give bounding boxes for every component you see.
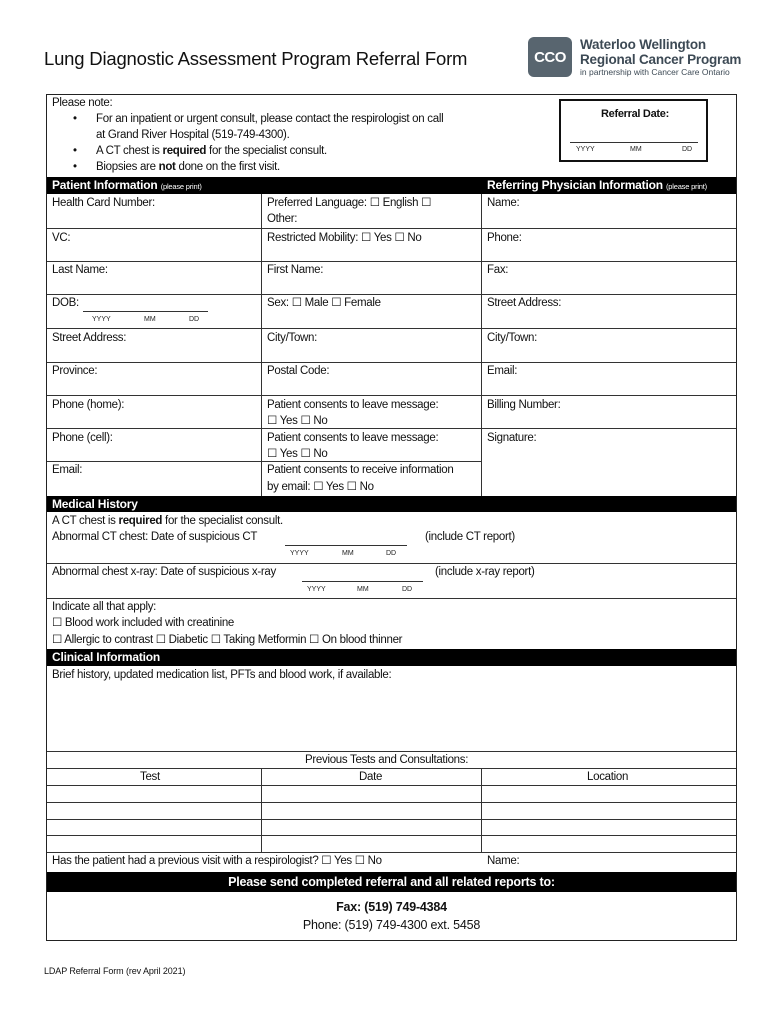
ct-required-note: A CT chest is required for the specialist consult. — [52, 515, 283, 527]
logo-text-line3: in partnership with Cancer Care Ontario — [580, 67, 730, 77]
xray-date-mm: MM — [357, 586, 369, 593]
referral-date-mm: MM — [630, 146, 642, 153]
ct-date-yyyy: YYYY — [290, 550, 309, 557]
consent-cell-checkbox[interactable]: ☐ Yes ☐ No — [267, 448, 328, 460]
send-phone: Phone: (519) 749-4300 ext. 5458 — [302, 918, 481, 932]
ct-date-mm: MM — [342, 550, 354, 557]
physician-name-field[interactable]: Name: — [487, 197, 520, 209]
health-card-field[interactable]: Health Card Number: — [52, 197, 155, 209]
dob-yyyy: YYYY — [92, 316, 111, 323]
table-row[interactable] — [47, 835, 736, 836]
brief-history-field[interactable]: Brief history, updated medication list, PFTs and blood work, if available: — [52, 669, 392, 681]
consent-email-checkbox[interactable]: by email: ☐ Yes ☐ No — [267, 481, 374, 493]
xray-date-dd: DD — [402, 586, 413, 593]
note-urgent-line2: at Grand River Hospital (519-749-4300). — [96, 129, 290, 141]
col-test-header: Test — [140, 771, 160, 783]
last-name-field[interactable]: Last Name: — [52, 264, 108, 276]
patient-info-note: (please print) — [160, 182, 202, 191]
province-field[interactable]: Province: — [52, 365, 98, 377]
note-ct-required: A CT chest is required for the specialist consult. — [96, 145, 327, 157]
referral-date-line — [570, 142, 698, 143]
phone-cell-field[interactable]: Phone (cell): — [52, 432, 113, 444]
patient-email-field[interactable]: Email: — [52, 464, 83, 476]
patient-street-field[interactable]: Street Address: — [52, 332, 127, 344]
physician-info-title: Referring Physician Information — [487, 178, 663, 192]
signature-field[interactable]: Signature: — [487, 432, 537, 444]
physician-fax-field[interactable]: Fax: — [487, 264, 509, 276]
abnormal-xray-label: Abnormal chest x-ray: Date of suspicious x-ray — [52, 566, 276, 578]
col-date-header: Date — [359, 771, 383, 783]
preferred-language-field[interactable]: Preferred Language: ☐ English ☐ — [267, 197, 432, 209]
xray-date-yyyy: YYYY — [307, 586, 326, 593]
ct-date-dd: DD — [386, 550, 397, 557]
conditions-checkboxes[interactable]: ☐ Allergic to contrast ☐ Diabetic ☐ Taking Metformin ☐ On blood thinner — [52, 634, 403, 646]
send-fax: Fax: (519) 749-4384 — [336, 900, 447, 914]
clinical-info-bar: Clinical Information — [47, 649, 736, 666]
physician-info-bar — [487, 177, 707, 195]
physician-phone-field[interactable]: Phone: — [487, 232, 522, 244]
phone-home-field[interactable]: Phone (home): — [52, 399, 125, 411]
dob-field[interactable]: DOB: — [52, 297, 79, 309]
col-location-header: Location — [587, 771, 629, 783]
physician-city-field[interactable]: City/Town: — [487, 332, 538, 344]
medical-history-bar: Medical History — [47, 496, 736, 512]
note-urgent-line1: For an inpatient or urgent consult, please contact the respirologist on call — [96, 113, 444, 125]
logo-text-line1: Waterloo Wellington — [580, 37, 706, 52]
dob-mm: MM — [144, 316, 156, 323]
language-other-field[interactable]: Other: — [267, 213, 298, 225]
ct-date-line[interactable] — [285, 545, 407, 546]
abnormal-ct-label: Abnormal CT chest: Date of suspicious CT — [52, 531, 258, 543]
notes-heading: Please note: — [52, 97, 113, 109]
form-title: Lung Diagnostic Assessment Program Referral Form — [44, 48, 468, 69]
previous-visit-field[interactable]: Has the patient had a previous visit with a respirologist? ☐ Yes ☐ No — [52, 855, 382, 867]
consent-cell-label: Patient consents to leave message: — [267, 432, 439, 444]
billing-number-field[interactable]: Billing Number: — [487, 399, 561, 411]
referral-date-dd: DD — [682, 146, 693, 153]
table-row[interactable] — [47, 802, 736, 803]
restricted-mobility-field[interactable]: Restricted Mobility: ☐ Yes ☐ No — [267, 232, 422, 244]
xray-date-line[interactable] — [302, 581, 423, 582]
physician-street-field[interactable]: Street Address: — [487, 297, 562, 309]
previous-visit-name-field[interactable]: Name: — [487, 855, 520, 867]
referral-date-yyyy: YYYY — [576, 146, 595, 153]
postal-code-field[interactable]: Postal Code: — [267, 365, 330, 377]
bullet-icon: • — [73, 145, 77, 157]
send-bar: Please send completed referral and all related reports to: — [47, 872, 736, 892]
patient-city-field[interactable]: City/Town: — [267, 332, 318, 344]
dob-line — [83, 311, 208, 312]
consent-home-label: Patient consents to leave message: — [267, 399, 439, 411]
indicate-apply-label: Indicate all that apply: — [52, 601, 157, 613]
consent-email-label: Patient consents to receive information — [267, 464, 454, 476]
xray-report-note: (include x-ray report) — [435, 566, 535, 578]
first-name-field[interactable]: First Name: — [267, 264, 324, 276]
table-row[interactable] — [47, 785, 736, 786]
previous-tests-label: Previous Tests and Consultations: — [305, 754, 469, 766]
cco-logo-icon: CCO — [528, 37, 572, 77]
bullet-icon: • — [73, 113, 77, 125]
note-biopsies: Biopsies are not done on the first visit. — [96, 161, 280, 173]
dob-dd: DD — [189, 316, 200, 323]
referral-date-label: Referral Date: — [601, 108, 669, 120]
consent-home-checkbox[interactable]: ☐ Yes ☐ No — [267, 415, 328, 427]
physician-info-note: (please print) — [665, 182, 707, 191]
logo-text-line2: Regional Cancer Program — [580, 52, 742, 67]
ct-report-note: (include CT report) — [425, 531, 515, 543]
footer-revision: LDAP Referral Form (rev April 2021) — [44, 966, 186, 976]
patient-info-title: Patient Information — [52, 178, 158, 192]
sex-field[interactable]: Sex: ☐ Male ☐ Female — [267, 297, 381, 309]
physician-email-field[interactable]: Email: — [487, 365, 518, 377]
table-row[interactable] — [47, 819, 736, 820]
blood-work-checkbox[interactable]: ☐ Blood work included with creatinine — [52, 617, 235, 629]
vc-field[interactable]: VC: — [52, 232, 71, 244]
bullet-icon: • — [73, 161, 77, 173]
